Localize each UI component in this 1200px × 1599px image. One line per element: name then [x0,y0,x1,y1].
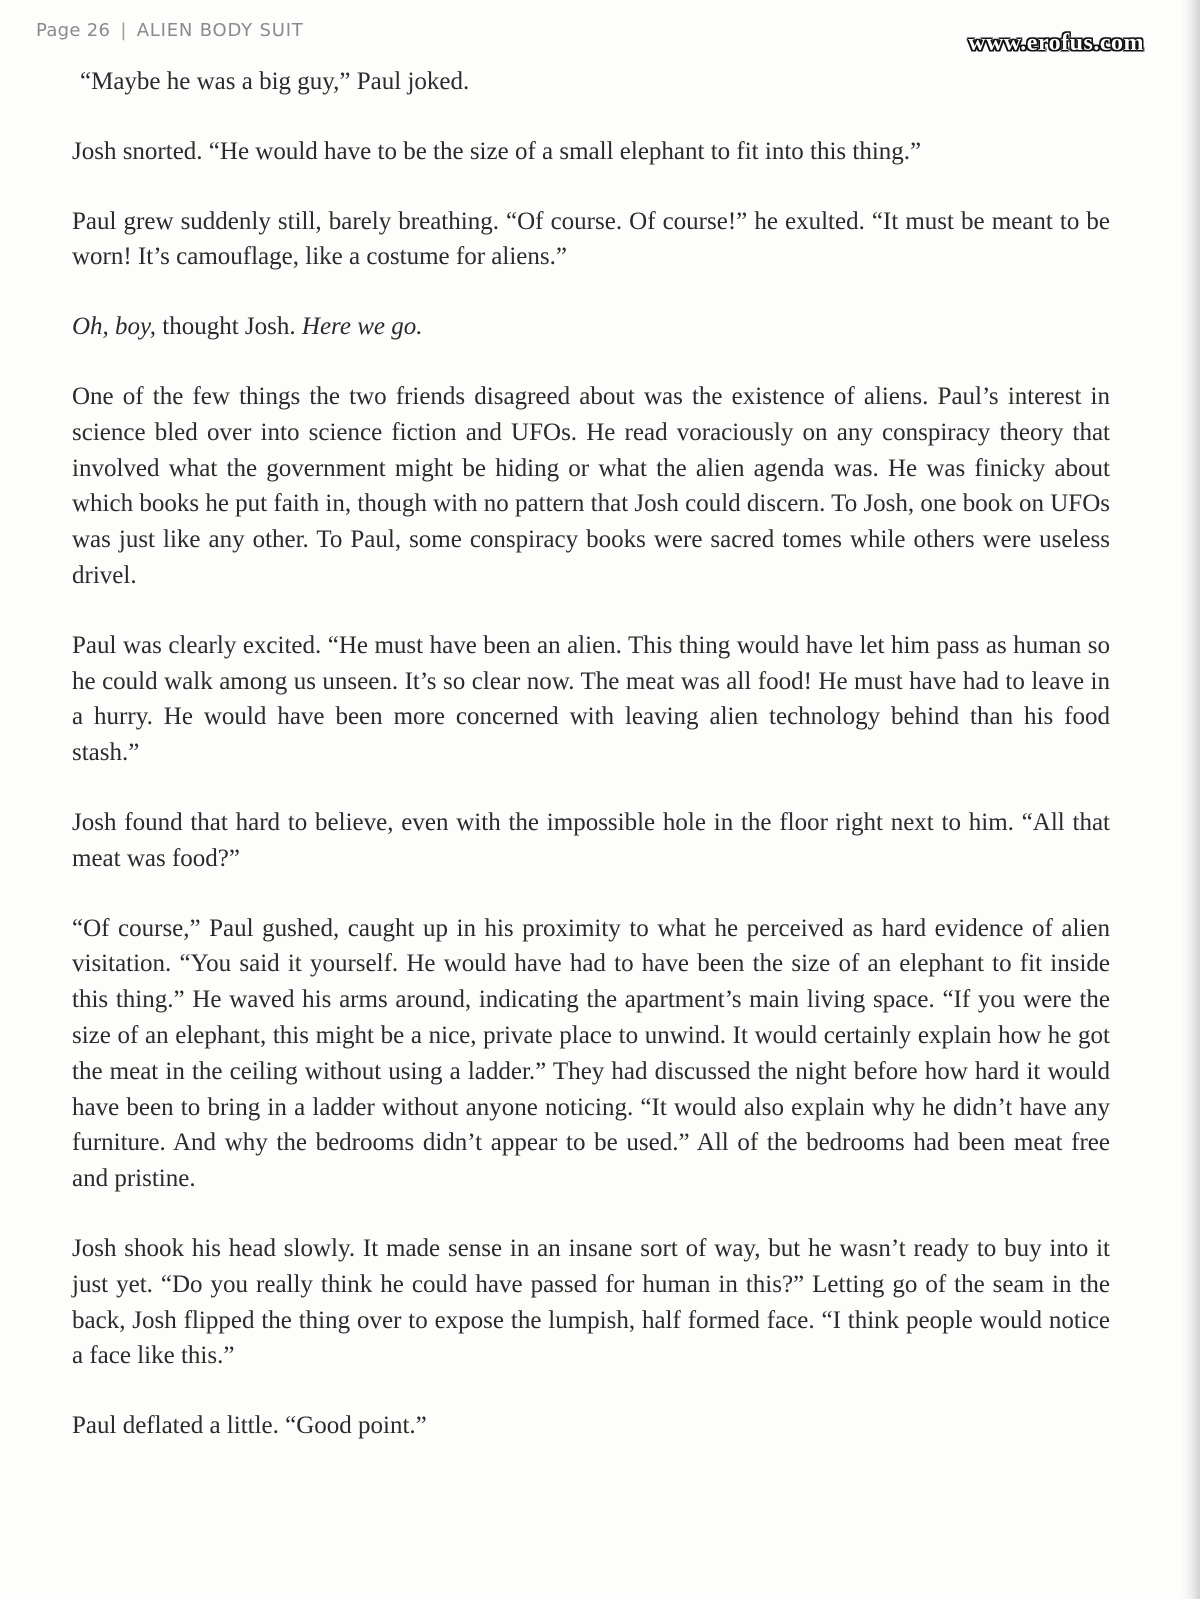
thought-attribution: thought Josh. [156,313,302,341]
paragraph-5: One of the few things the two friends disagreed about was the existence of aliens. Paul’s interest in science bled over into science fiction and UFOs. He read voraciously on any conspiracy theory that involved what the government might be hiding or what the alien agenda was. He was finicky about which books he put faith in, though with no pattern that Josh could discern. To Josh, one book on UFOs was just like any other. To Paul, some conspiracy books were sacred tomes while others were useless drivel. [72,382,1110,589]
paragraph-9: Josh shook his head slowly. It made sense in an insane sort of way, but he wasn’t ready to buy into it just yet. “Do you really think he could have passed for human in this?” Letting go of the seam in the back, Josh flipped the thing over to expose the lumpish, half formed face. “I think people would notice a face like this.” [72,1234,1110,1370]
book-title: ALIEN BODY SUIT [136,20,304,41]
page-number: Page 26 [36,20,111,41]
paragraph-10: Paul deflated a little. “Good point.” [72,1412,427,1440]
running-header [36,20,304,41]
paragraph-2: Josh snorted. “He would have to be the size of a small elephant to fit into this thing.” [72,137,922,165]
paragraph-8: “Of course,” Paul gushed, caught up in his proximity to what he perceived as hard evidence of alien visitation. “You said it yourself. He would have had to have been the size of an elephant to fit inside this thing.” He waved his arms around, indicating the apartment’s main living space. “If you were the size of an elephant, this might be a nice, private place to unwind. It would certainly explain how he got the meat in the ceiling without using a ladder.” They had discussed the night before how hard it would have been to bring in a ladder without anyone noticing. “It would also explain why he didn’t have any furniture. And why the bedrooms didn’t appear to be used.” All of the bedrooms had been meat free and pristine. [72,914,1110,1193]
paragraph-3: Paul grew suddenly still, barely breathing. “Of course. Of course!” he exulted. “It must be meant to be worn! It’s camouflage, like a costume for aliens.” [72,207,1110,271]
site-watermark: www.erofus.com [968,30,1144,56]
paragraph-7: Josh found that hard to believe, even with the impossible hole in the floor right next to him. “All that meat was food?” [72,808,1110,872]
italic-thought-2: Here we go. [301,313,423,341]
paragraph-4 [72,309,1110,345]
paragraph-1: “Maybe he was a big guy,” Paul joked. [80,68,470,95]
header-separator: | [120,20,127,41]
italic-thought-1: Oh, boy, [72,313,157,341]
page-body-text [72,64,1110,1478]
paragraph-6: Paul was clearly excited. “He must have been an alien. This thing would have let him pass as human so he could walk among us unseen. It’s so clear now. The meat was all food! He must have had to leave in a hurry. He would have been more concerned with leaving alien technology behind than his food stash.” [72,631,1110,767]
page-edge-shadow [1182,0,1200,1599]
